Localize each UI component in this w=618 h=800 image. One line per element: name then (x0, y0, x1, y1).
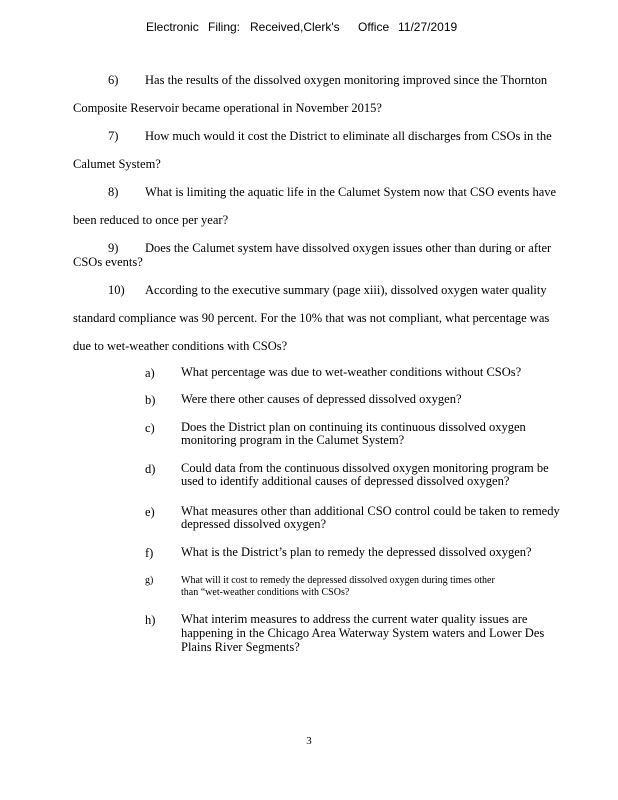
subquestion-text: What interim measures to address the current water quality issues are (181, 612, 528, 626)
header-received: Received,Clerk's (250, 20, 340, 34)
subquestion-text: What will it cost to remedy the depressed dissolved oxygen during times other (181, 575, 495, 586)
subquestion-text: Plains River Segments? (181, 640, 300, 654)
question-text: Calumet System? (73, 157, 161, 171)
subquestion-label: d) (145, 462, 156, 476)
question-text: Does the Calumet system have dissolved oxygen issues other than during or after (145, 241, 552, 255)
header-date: 11/27/2019 (398, 20, 458, 34)
subquestion-text: Were there other causes of depressed dissolved oxygen? (181, 392, 462, 406)
subquestion-label: c) (145, 421, 155, 435)
subquestion-text: depressed dissolved oxygen? (181, 517, 327, 531)
question-number: 9) (108, 241, 119, 255)
subquestion-text: than “wet-weather conditions with CSOs? (181, 587, 350, 598)
subquestion-label: e) (145, 505, 155, 519)
question-text: How much would it cost the District to eliminate all discharges from CSOs in the (145, 129, 552, 143)
question-text: Has the results of the dissolved oxygen monitoring improved since the Thornton (145, 73, 548, 87)
question-text: standard compliance was 90 percent. For the 10% that was not compliant, what percentage was (73, 311, 550, 325)
header-office: Office (358, 20, 390, 34)
question-text: Composite Reservoir became operational in November 2015? (73, 101, 382, 115)
header-filing: Filing: (208, 20, 241, 34)
question-text: According to the executive summary (page xiii), dissolved oxygen water quality (145, 283, 547, 297)
subquestion-label: b) (145, 393, 156, 407)
subquestion-text: happening in the Chicago Area Waterway System waters and Lower Des (181, 626, 545, 640)
subquestion-text: Could data from the continuous dissolved oxygen monitoring program be (181, 461, 549, 475)
subquestion-text: What percentage was due to wet-weather conditions without CSOs? (181, 365, 522, 379)
subquestion-text: What is the District’s plan to remedy the depressed dissolved oxygen? (181, 545, 532, 559)
question-text: due to wet-weather conditions with CSOs? (73, 339, 288, 353)
subquestion-text: monitoring program in the Calumet System? (181, 433, 405, 447)
subquestion-text: What measures other than additional CSO control could be taken to remedy (181, 504, 560, 518)
subquestion-label: h) (145, 613, 156, 627)
subquestion-label: g) (145, 575, 154, 586)
question-number: 6) (108, 73, 119, 87)
subquestion-label: f) (145, 546, 154, 560)
question-text: been reduced to once per year? (73, 213, 229, 227)
page-number: 3 (306, 735, 312, 747)
question-number: 10) (108, 283, 125, 297)
question-number: 8) (108, 185, 119, 199)
question-number: 7) (108, 129, 119, 143)
subquestion-text: Does the District plan on continuing its continuous dissolved oxygen (181, 420, 526, 434)
question-text: What is limiting the aquatic life in the Calumet System now that CSO events have (145, 185, 557, 199)
header-electronic: Electronic (146, 20, 199, 34)
subquestion-text: used to identify additional causes of depressed dissolved oxygen? (181, 474, 510, 488)
question-text: CSOs events? (73, 255, 143, 269)
subquestion-label: a) (145, 366, 155, 380)
